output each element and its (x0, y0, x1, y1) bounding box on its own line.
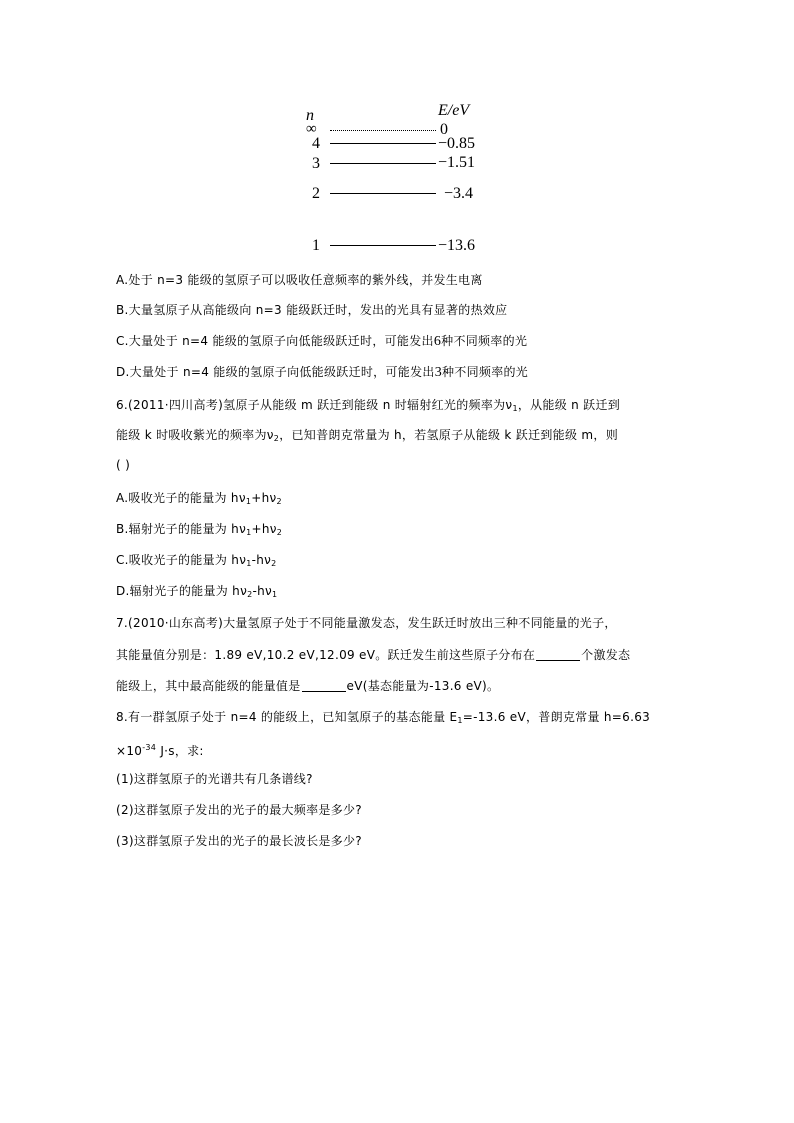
level-line-infinity (330, 130, 436, 131)
level-n-3: 3 (312, 155, 320, 172)
q5-option-c: C.大量处于 n=4 能级的氢原子向低能级跃迁时，可能发出6种不同频率的光 (116, 334, 528, 349)
q6-option-b: B.辐射光子的能量为 $h\nu_1+h\nu_2$ (116, 522, 283, 537)
level-line-2 (330, 193, 436, 194)
q7-stem-line-1: 7.(2010·山东高考)大量氢原子处于不同能量激发态，发生跃迁时放出三种不同能量的光子， (116, 616, 617, 630)
level-n-1: 1 (312, 237, 320, 254)
q6-stem-line-2: 能级 k 时吸收紫光的频率为$\nu_2$，已知普朗克常量为 h，若氢原子从能级 k 跃迁到能级 m，则 (116, 428, 618, 443)
level-n-infinity: ∞ (306, 121, 317, 137)
level-n-4: 4 (312, 135, 320, 152)
q6-answer-bracket: ( ) (116, 458, 131, 472)
q7-stem-line-3: 能级上，其中最高能级的能量值是 eV(基态能量为-13.6 eV)。 (116, 679, 500, 693)
q8-stem-line-2: $\times 10^{-34}$ J·s，求: (116, 743, 204, 758)
q5-option-b: B.大量氢原子从高能级向 n=3 能级跃迁时，发出的光具有显著的热效应 (116, 303, 508, 317)
q8-part-3: (3)这群氢原子发出的光子的最长波长是多少? (116, 834, 362, 848)
level-e-1: −13.6 (438, 237, 476, 254)
q6-option-d: D.辐射光子的能量为 $h\nu_2-h\nu_1$ (116, 584, 278, 599)
q8-part-2: (2)这群氢原子发出的光子的最大频率是多少? (116, 803, 362, 817)
q6-option-c: C.吸收光子的能量为 $h\nu_1-h\nu_2$ (116, 553, 277, 568)
q6-option-a: A.吸收光子的能量为 $h\nu_1+h\nu_2$ (116, 491, 282, 506)
q7-blank-1[interactable] (536, 648, 580, 661)
level-line-1 (330, 245, 436, 246)
q5-option-a: A.处于 n=3 能级的氢原子可以吸收任意频率的紫外线，并发生电离 (116, 273, 483, 287)
energy-axis-label: E/eV (438, 102, 470, 119)
q7-blank-2[interactable] (302, 679, 346, 692)
level-e-2: −3.4 (444, 185, 474, 202)
q7-stem-line-2: 其能量值分别是：1.89 eV,10.2 eV,12.09 eV。跃迁发生前这些原子分布在 个激发态 (116, 648, 631, 662)
level-line-3 (330, 163, 436, 164)
level-e-4: −0.85 (438, 135, 476, 152)
q8-stem-line-1: 8.有一群氢原子处于 n=4 的能级上，已知氢原子的基态能量 $E_1=-13.6$ eV，普朗克常量 h=6.63 (116, 710, 651, 725)
level-n-2: 2 (312, 185, 320, 202)
q5-option-d: D.大量处于 n=4 能级的氢原子向低能级跃迁时，可能发出3种不同频率的光 (116, 365, 529, 380)
level-line-4 (330, 143, 436, 144)
q6-stem-line-1: 6.(2011·四川高考)氢原子从能级 m 跃迁到能级 n 时辐射红光的频率为$\nu_1$，从能级 n 跃迁到 (116, 398, 621, 413)
q8-part-1: (1)这群氢原子的光谱共有几条谱线? (116, 772, 313, 786)
energy-level-diagram (300, 100, 500, 260)
n-axis-label: n (306, 107, 314, 124)
level-e-infinity: 0 (440, 121, 448, 138)
level-e-3: −1.51 (438, 154, 476, 171)
